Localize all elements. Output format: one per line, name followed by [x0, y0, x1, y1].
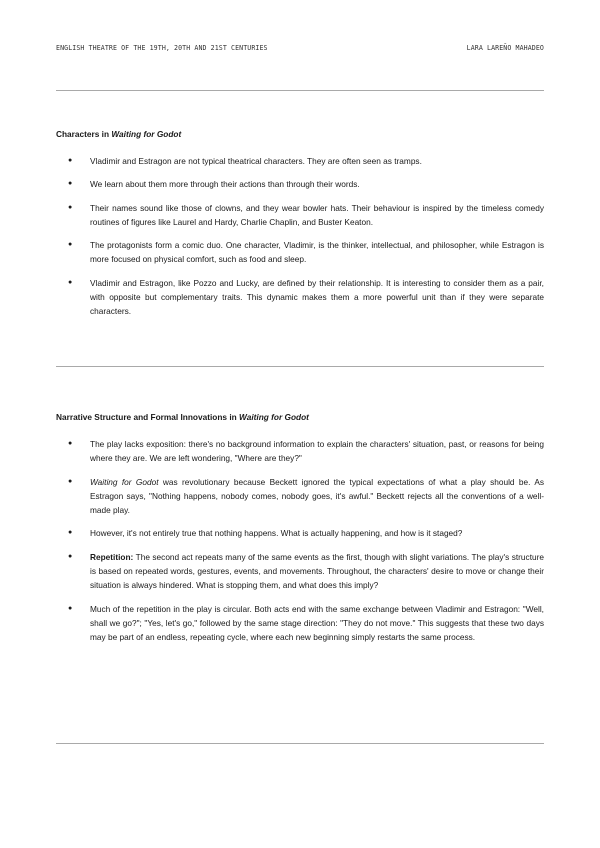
header-course-title: ENGLISH THEATRE OF THE 19TH, 20TH AND 21ST CENTURIES: [56, 44, 268, 52]
list-item: ● The play lacks exposition: there's no background information to explain the characters' situation, past, or reasons for being where they are. We are left wondering, "Where are they?": [68, 439, 544, 464]
header-author-name: LARA LAREÑO MAHADEO: [466, 44, 544, 52]
list-item: ● However, it's not entirely true that nothing happens. What is actually happening, and how is it staged?: [56, 526, 544, 540]
bullet-icon: ●: [68, 477, 73, 485]
characters-bullet-list: [56, 154, 544, 319]
list-item: ● Waiting for Godot was revolutionary because Beckett ignored the typical expectations of what a play should be. As Estragon says, "Nothing happens, nobody comes, nobody goes, it's awful." Beckett rejects all the conventions of a well-made play.: [68, 476, 545, 516]
list-item: ● Vladimir and Estragon, like Pozzo and Lucky, are defined by their relationship. It is interesting to consider them as a pair, with opposite but complementary traits. This dynamic makes them a more powerful unit than if they were separate characters.: [68, 277, 544, 317]
running-header: [56, 44, 544, 52]
list-item: ● Vladimir and Estragon are not typical theatrical characters. They are often seen as tramps.: [56, 154, 544, 168]
list-item: ● Repetition: The second act repeats many of the same events as the first, though with slight variations. The play's structure is based on repeated words, gestures, events, and movements. Throughout, the characters' desire to move or change their situation is always hindered. What is stopping them, and what does this imply?: [68, 551, 544, 591]
list-item: ● Much of the repetition in the play is circular. Both acts end with the same exchange between Vladimir and Estragon: "Well, shall we go?"; "Yes, let's go," followed by the same stage direction: "They do not move." This suggests that these two days may be part of an endless, repeating cycle, where each new beginning simply restarts the same process.: [68, 603, 544, 643]
bullet-icon: ●: [68, 157, 73, 164]
section-narrative-structure: [56, 412, 544, 654]
bullet-icon: ●: [68, 278, 73, 286]
section-title-characters: Characters in Waiting for Godot: [56, 129, 182, 139]
section-characters: [56, 129, 544, 328]
header-divider: [56, 90, 544, 91]
bullet-icon: ●: [68, 552, 73, 560]
bullet-icon: ●: [68, 440, 73, 447]
section-title-narrative-structure: Narrative Structure and Formal Innovations in Waiting for Godot: [56, 412, 309, 422]
list-item: ● Their names sound like those of clowns, and they wear bowler hats. Their behaviour is inspired by the timeless comedy routines of figures like Laurel and Hardy, Charlie Chaplin, and Buster Keaton.: [68, 202, 544, 227]
section-divider: [56, 366, 544, 367]
bullet-icon: ●: [68, 203, 73, 211]
bullet-icon: ●: [68, 604, 73, 612]
bullet-icon: ●: [68, 529, 73, 537]
list-item: ● The protagonists form a comic duo. One character, Vladimir, is the thinker, intellectual, and philosopher, while Estragon is more focused on physical comfort, such as food and sleep.: [68, 240, 544, 265]
footer-divider: [56, 743, 544, 744]
bullet-icon: ●: [68, 180, 73, 188]
structure-bullet-list: [56, 437, 544, 645]
bullet-icon: ●: [68, 241, 73, 249]
list-item: ● We learn about them more through their actions than through their words.: [56, 177, 544, 191]
